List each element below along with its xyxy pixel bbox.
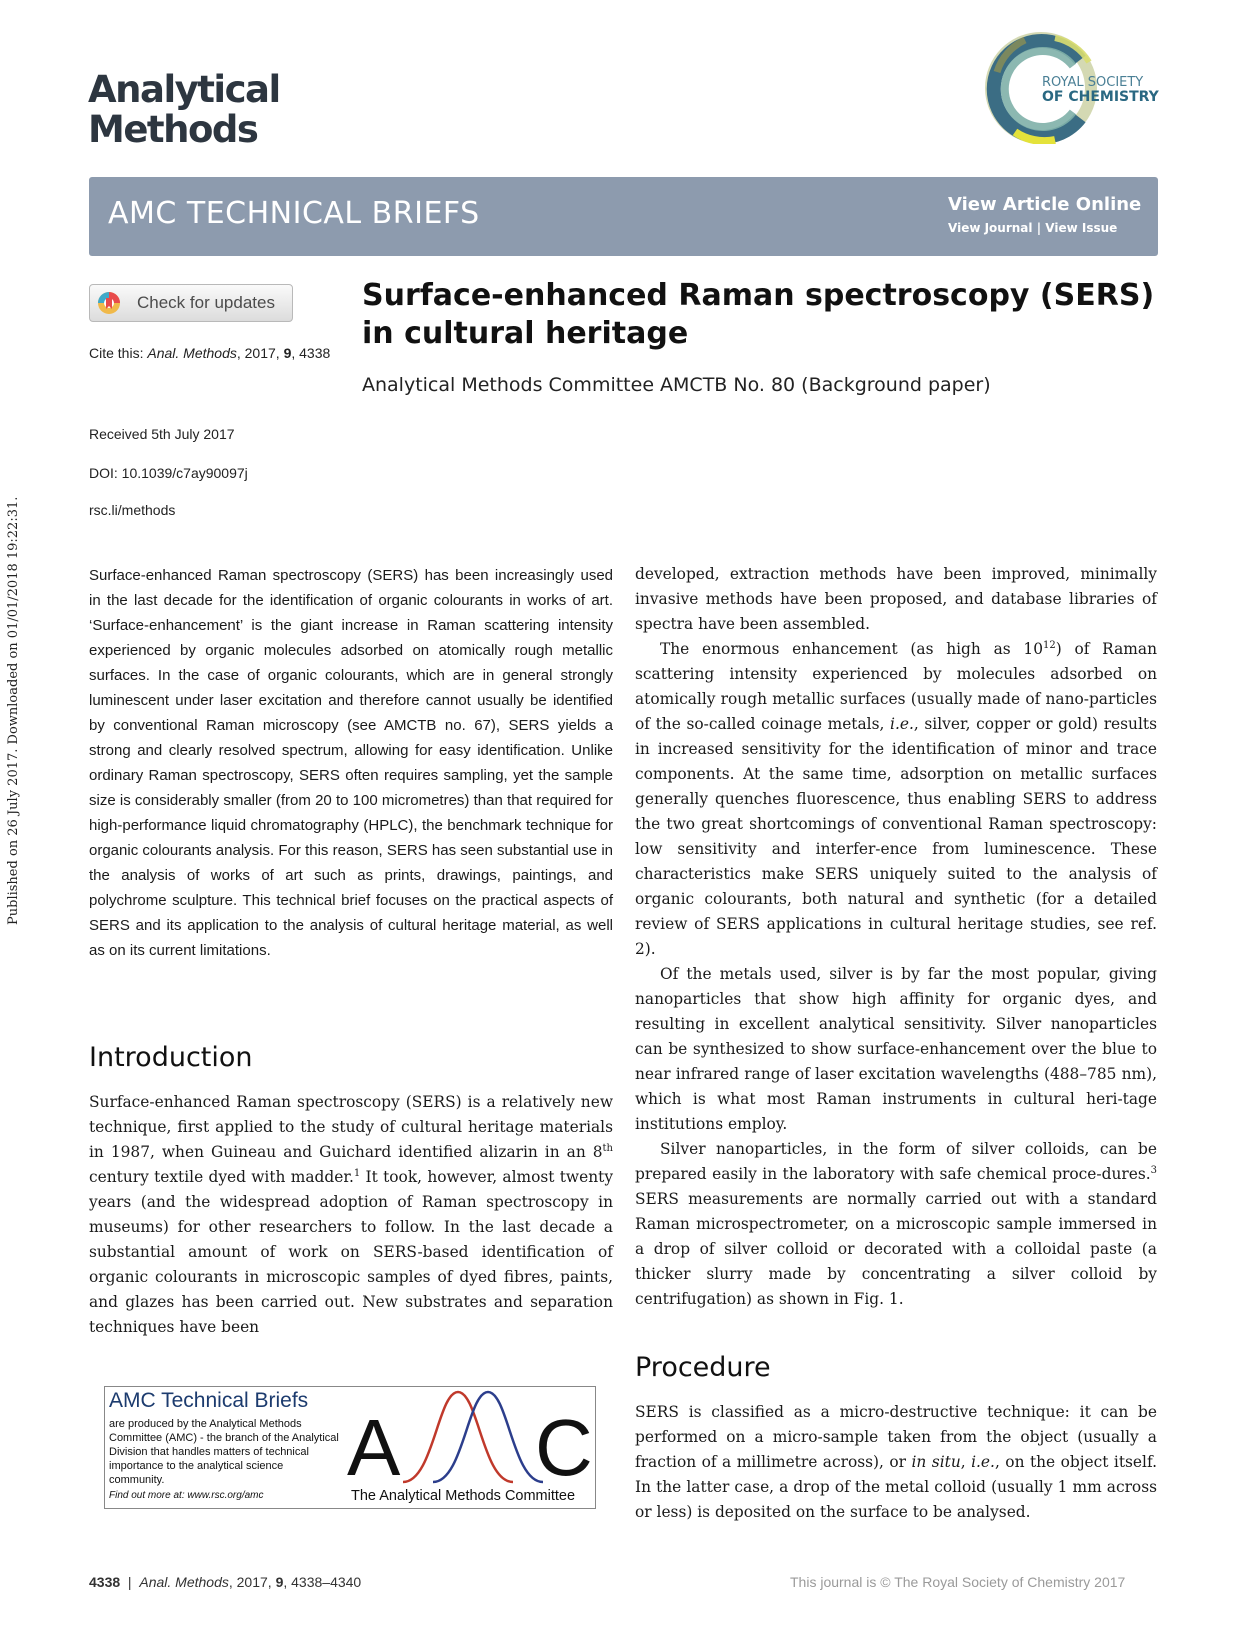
proc-text-c: , on the object itself. In the latter case, a drop of the metal colloid (usually 1 mm across or less) is deposited on the surface to be analysed. — [635, 1453, 1157, 1521]
col2-p2-b: ) of Raman scattering intensity experienced by molecules adsorbed on atomically rough metallic surfaces (usually made of nano-particles of the so-called coinage metals, — [635, 640, 1157, 733]
journal-title-line2: Methods — [88, 108, 258, 151]
col2-paragraph-4 — [635, 1137, 1157, 1312]
footer-copyright: This journal is © The Royal Society of Chemistry 2017 — [790, 1574, 1126, 1590]
view-article-online-link[interactable]: View Article Online — [948, 194, 1142, 215]
amc-letter-c: C — [535, 1403, 593, 1487]
intro-text-c: It took, however, almost twenty years (and the widespread adoption of Raman spectroscopy in museums) for other researchers to follow. In the last decade a substantial amount of work on SERS-based identification of organic colourants in microscopic samples of dyed fibres, paints, and glazes has been carried out. New substrates and separation techniques have been — [89, 1168, 614, 1336]
check-for-updates-label: Check for updates — [137, 293, 275, 312]
amc-blue-curve — [433, 1392, 543, 1482]
amc-committee-label: The Analytical Methods Committee — [351, 1488, 576, 1504]
cite-pages: , 4338 — [291, 345, 331, 361]
col2-p2-c: , silver, copper or gold) results in increased sensitivity for the identification of minor and trace components. At the same time, adsorption on metallic surfaces generally quenches fluorescence, thus enabling SERS to address the two great shortcomings of conventional Raman spectroscopy: low sensitivity and interfer-ence from luminescence. These characteristics make SERS uniquely suited to the analysis of organic colourants, both natural and synthetic (for a detailed review of SERS applications in cultural heritage studies, see ref. 2). — [635, 715, 1157, 958]
col2-paragraph-1: developed, extraction methods have been improved, minimally invasive methods have been proposed, and database libraries of spectra have been assembled. — [635, 565, 1157, 633]
banner-link-separator: | — [1032, 221, 1046, 235]
article-title: Surface-enhanced Raman spectroscopy (SERS) in cultural heritage — [362, 278, 1155, 351]
intro-sup-th: th — [602, 1142, 613, 1154]
procedure-paragraph — [635, 1400, 1157, 1525]
proc-ie: i.e. — [971, 1453, 995, 1471]
doi[interactable]: DOI: 10.1039/c7ay90097j — [89, 465, 248, 481]
amc-box-title: AMC Technical Briefs — [109, 1389, 309, 1412]
proc-in-situ: in situ — [911, 1453, 961, 1471]
procedure-heading: Procedure — [635, 1352, 771, 1383]
banner-links — [948, 221, 1117, 235]
amc-box-find-out[interactable]: Find out more at: www.rsc.org/amc — [109, 1490, 264, 1501]
cite-volume: 9 — [283, 345, 292, 361]
amc-red-curve — [403, 1392, 513, 1482]
col2-p4-a: Silver nanoparticles, in the form of silver colloids, can be prepared easily in the laboratory with safe chemical proce-dures. — [635, 1140, 1157, 1183]
rsc-logo-line2: OF CHEMISTRY — [1042, 89, 1159, 105]
footer-page-number: 4338 — [89, 1574, 121, 1590]
footer-year: , 2017, — [228, 1574, 276, 1590]
cite-journal: Anal. Methods — [147, 345, 237, 361]
col2-paragraph-3: Of the metals used, silver is by far the most popular, giving nanoparticles that show high affinity for organic dyes, and resulting in excellent analytical sensitivity. Silver nanoparticles can be synthesized to show surface-enhancement over the blue to near infrared range of laser excitation wavelengths (488–785 nm), which is what most Raman instruments in cultural heri-tage institutions employ. — [635, 965, 1157, 1133]
view-journal-link[interactable]: View Journal — [948, 221, 1033, 235]
abstract: Surface-enhanced Raman spectroscopy (SERS) has been increasingly used in the last decade for the identification of organic colourants in works of art. ‘Surface-enhancement’ is the giant increase in Raman scattering intensity experienced by organic molecules adsorbed on atomically rough metallic surfaces. In the case of organic colourants, which are in general strongly luminescent under laser excitation and therefore cannot usually be identified by conventional Raman microscopy (see AMCTB no. 67), SERS yields a strong and clearly resolved spectrum, allowing for easy identification. Unlike ordinary Raman spectroscopy, SERS often requires sampling, yet the sample size is considerably smaller (from 20 to 100 micrometres) than that required for high-performance liquid chromatography (HPLC), the benchmark technique for organic colourants analysis. For this reason, SERS has seen substantial use in the analysis of works of art such as prints, drawings, paintings, and polychrome sculpture. This technical brief focuses on the practical aspects of SERS and its application to the analysis of cultural heritage material, as well as on its current limitations. — [89, 567, 613, 959]
amc-technical-briefs-box — [104, 1386, 596, 1509]
right-column — [635, 562, 1157, 1312]
publication-side-note: Published on 26 July 2017. Downloaded on 01/01/2018 19:22:31. — [6, 496, 21, 925]
footer-journal: Anal. Methods — [139, 1574, 229, 1590]
footer-citation — [89, 1574, 361, 1590]
amc-letter-a: A — [347, 1403, 401, 1487]
col2-paragraph-2 — [635, 637, 1157, 962]
journal-url[interactable]: rsc.li/methods — [89, 502, 176, 518]
col2-p2-sup: 12 — [1042, 639, 1056, 651]
section-title: AMC TECHNICAL BRIEFS — [108, 196, 480, 231]
reference-1[interactable]: 1 — [353, 1167, 361, 1179]
intro-text-a: Surface-enhanced Raman spectroscopy (SERS) is a relatively new technique, first applied to the study of cultural heritage materials in 1987, when Guineau and Guichard identified alizarin in an 8 — [89, 1093, 613, 1161]
amc-logo-graphic — [343, 1387, 595, 1487]
footer-pages: , 4338–4340 — [283, 1574, 362, 1590]
citation — [89, 345, 330, 361]
reference-3[interactable]: 3 — [1150, 1164, 1157, 1176]
cite-prefix: Cite this: — [89, 345, 148, 361]
proc-text-b: , — [960, 1453, 972, 1471]
footer-volume: 9 — [275, 1574, 284, 1590]
view-issue-link[interactable]: View Issue — [1045, 221, 1118, 235]
rsc-logo-line1: ROYAL SOCIETY — [1042, 75, 1144, 90]
introduction-paragraph — [89, 1090, 613, 1340]
col2-p4-b: SERS measurements are normally carried out with a standard Raman microspectrometer, on a microscopic sample immersed in a drop of silver colloid or decorated with a colloidal paste (a thicker slurry made by concentrating a silver colloid by centrifugation) as shown in Fig. 1. — [635, 1190, 1157, 1308]
col2-p2-ie: i.e. — [890, 715, 914, 733]
intro-text-b: century textile dyed with madder. — [89, 1168, 354, 1186]
article-authors: Analytical Methods Committee AMCTB No. 80 (Background paper) — [362, 374, 991, 396]
journal-title-line1: Analytical — [88, 68, 280, 111]
journal-title — [88, 70, 280, 150]
footer-sep: | — [120, 1574, 140, 1590]
received-date: Received 5th July 2017 — [89, 426, 235, 442]
cite-year: , 2017, — [236, 345, 284, 361]
proc-text-a: SERS is classified as a micro-destructive technique: it can be performed on a micro-sample taken from the object (usually a fraction of a millimetre across), or — [635, 1403, 1157, 1471]
amc-box-description: are produced by the Analytical Methods Committee (AMC) - the branch of the Analytical Division that handles matters of technical importance to the analytical science community. — [109, 1418, 339, 1486]
introduction-heading: Introduction — [89, 1042, 253, 1073]
crossmark-icon — [97, 291, 121, 315]
check-for-updates-button[interactable] — [89, 284, 293, 322]
rsc-logo-text — [1042, 76, 1159, 104]
col2-p2-a: The enormous enhancement (as high as 10 — [660, 640, 1043, 658]
